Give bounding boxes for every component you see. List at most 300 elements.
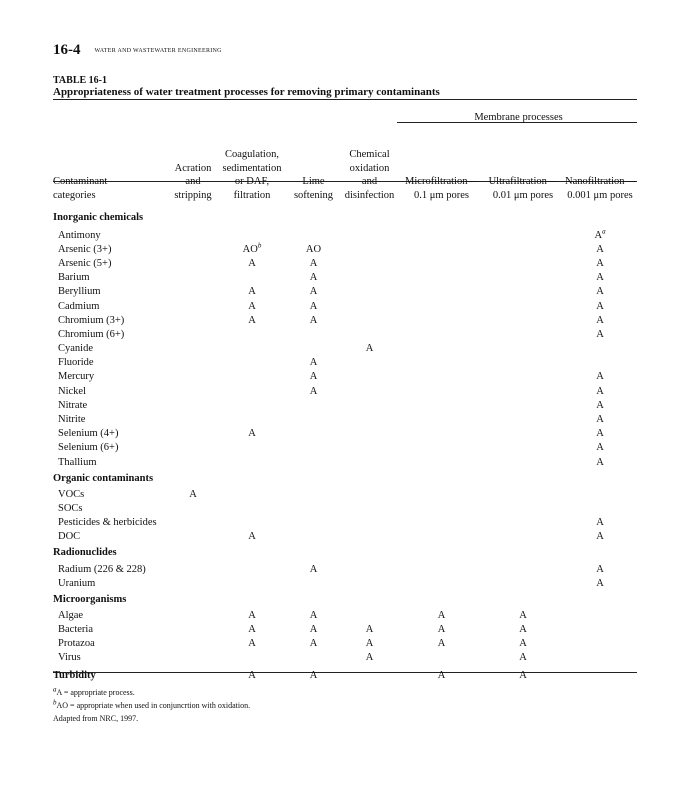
table-row: [53, 327, 637, 341]
process-cell: [563, 665, 637, 685]
process-cell: [400, 501, 483, 515]
process-cell: [288, 501, 339, 515]
process-cell: [288, 651, 339, 665]
process-cell: [483, 256, 563, 270]
process-cell: A: [596, 243, 604, 255]
process-cell: [339, 285, 400, 299]
table-row: [53, 637, 637, 651]
process-cell: A: [596, 272, 604, 284]
process-cell: [288, 398, 339, 412]
contaminant-table: [53, 102, 637, 685]
process-cell: [216, 271, 288, 285]
process-cell: [483, 342, 563, 356]
process-cell: [400, 256, 483, 270]
process-cell: A: [596, 577, 604, 589]
table-row: [53, 530, 637, 544]
process-cell: [170, 342, 216, 356]
process-cell: [483, 313, 563, 327]
contaminant-name: Arsenic (3+): [58, 243, 112, 255]
process-cell: A: [309, 300, 318, 312]
process-cell: [170, 562, 216, 576]
column-header-line: Ultrafiltration—: [488, 176, 558, 187]
process-cell: [483, 299, 563, 313]
table-row: [53, 228, 637, 242]
column-header: [216, 126, 288, 206]
contaminant-name: Nickel: [58, 385, 86, 397]
table-row: [53, 370, 637, 384]
table-row: [53, 412, 637, 426]
table-row: [53, 271, 637, 285]
table-row: [53, 285, 637, 299]
process-cell: [339, 487, 400, 501]
process-cell: [216, 228, 288, 242]
process-cell: [483, 576, 563, 590]
category-label: Organic contaminants: [53, 472, 154, 484]
process-cell: A: [596, 314, 604, 326]
process-cell: [170, 256, 216, 270]
contaminant-name: VOCs: [58, 488, 85, 500]
process-cell: [483, 228, 563, 242]
contaminant-name: Cadmium: [58, 300, 100, 312]
category-row: [53, 206, 637, 228]
process-cell: A: [596, 531, 604, 543]
process-cell: [339, 256, 400, 270]
contaminant-name: Barium: [58, 272, 90, 284]
running-header: [53, 41, 222, 59]
process-cell: [400, 562, 483, 576]
process-cell: [400, 327, 483, 341]
column-header: [288, 126, 339, 206]
process-cell: [339, 441, 400, 455]
footnote-marker: a: [602, 227, 606, 236]
category-row: [53, 469, 637, 487]
process-cell: [170, 242, 216, 256]
process-cell: [563, 356, 637, 370]
process-cell: [400, 285, 483, 299]
process-cell: A: [596, 517, 604, 529]
process-cell: [339, 412, 400, 426]
process-cell: [400, 441, 483, 455]
process-cell: [216, 487, 288, 501]
process-cell: [483, 370, 563, 384]
column-header-line: Microfiltration—: [405, 176, 478, 187]
process-cell: [288, 412, 339, 426]
process-cell: [216, 327, 288, 341]
contaminant-name: Protazoa: [58, 638, 95, 650]
process-cell: A: [248, 624, 256, 636]
process-cell: [483, 271, 563, 285]
contaminant-name: Chromium (6+): [58, 328, 125, 340]
process-cell: [339, 516, 400, 530]
process-cell: A: [437, 624, 446, 636]
process-cell: A: [596, 456, 604, 468]
footnote-marker: b: [257, 241, 262, 250]
process-cell: [216, 562, 288, 576]
process-cell: [483, 412, 563, 426]
table-top-rule: [53, 99, 637, 100]
process-cell: [400, 455, 483, 469]
process-cell: [170, 285, 216, 299]
footnote-marker: b: [53, 698, 57, 707]
group-header-blank: [53, 102, 400, 126]
process-cell: $AO^b$: [242, 241, 262, 255]
process-cell: [339, 530, 400, 544]
process-cell: A: [596, 371, 604, 383]
process-cell: [483, 516, 563, 530]
process-cell: A: [309, 357, 318, 369]
process-cell: [339, 299, 400, 313]
footnote-marker: a: [53, 685, 57, 694]
contaminant-name: Fluoride: [58, 357, 94, 369]
process-cell: AO: [305, 243, 322, 255]
process-cell: [400, 651, 483, 665]
column-header-line: Lime: [302, 176, 325, 187]
table-label: TABLE 16-1: [53, 75, 107, 86]
column-header-line: and: [361, 176, 378, 187]
process-cell: [400, 228, 483, 242]
column-header: [563, 126, 637, 206]
process-cell: [288, 342, 339, 356]
process-cell: [483, 441, 563, 455]
process-cell: [563, 342, 637, 356]
process-cell: [400, 271, 483, 285]
process-cell: [563, 623, 637, 637]
column-header-line: and: [185, 176, 201, 187]
column-header-line: disinfection: [344, 189, 395, 201]
process-cell: [483, 285, 563, 299]
process-cell: [563, 637, 637, 651]
process-cell: A: [248, 531, 256, 543]
process-cell: [339, 271, 400, 285]
turbidity-label: Turbidity: [53, 669, 96, 681]
process-cell: A: [189, 488, 197, 500]
column-header-line: sedimentation: [222, 162, 282, 174]
column-header-line: Nanofiltration—: [565, 176, 635, 187]
process-cell: [288, 455, 339, 469]
process-cell: [400, 427, 483, 441]
process-cell: [563, 501, 637, 515]
process-cell: [483, 356, 563, 370]
process-cell: [339, 313, 400, 327]
contaminant-name: Bacteria: [58, 624, 93, 636]
process-cell: A: [309, 385, 318, 397]
table-row: [53, 516, 637, 530]
process-cell: [216, 516, 288, 530]
table-row: [53, 342, 637, 356]
process-cell: A: [248, 300, 256, 312]
process-cell: A: [309, 371, 318, 383]
process-cell: [170, 516, 216, 530]
process-cell: A: [596, 399, 604, 411]
contaminant-name: Pesticides & herbicides: [58, 517, 157, 529]
contaminant-name: Selenium (6+): [58, 442, 119, 454]
contaminant-name: Beryllium: [58, 286, 101, 298]
process-cell: [483, 427, 563, 441]
contaminant-name: SOCs: [58, 502, 83, 514]
page-number: 16-4: [53, 42, 81, 58]
process-cell: [170, 327, 216, 341]
contaminant-name: Mercury: [58, 371, 95, 383]
process-cell: [170, 427, 216, 441]
column-header-row: [53, 126, 637, 206]
process-cell: A: [248, 638, 256, 650]
process-cell: [170, 530, 216, 544]
table-title: Appropriateness of water treatment processes for removing primary contaminants: [53, 86, 440, 98]
process-cell: [339, 427, 400, 441]
process-cell: $A^a$: [594, 227, 606, 241]
contaminant-name: Arsenic (5+): [58, 257, 112, 269]
column-header-line: or DAF,: [234, 176, 270, 187]
process-cell: A: [437, 609, 446, 621]
process-cell: [400, 384, 483, 398]
process-cell: A: [596, 428, 604, 440]
process-cell: [288, 441, 339, 455]
process-cell: [339, 576, 400, 590]
table-row: [53, 576, 637, 590]
process-cell: A: [596, 300, 604, 312]
process-cell: [483, 562, 563, 576]
process-cell: [288, 516, 339, 530]
process-cell: [400, 342, 483, 356]
process-cell: [170, 608, 216, 622]
process-cell: [400, 398, 483, 412]
column-header-line: oxidation: [349, 162, 390, 174]
table-row: [53, 256, 637, 270]
table-row: [53, 242, 637, 256]
process-cell: A: [248, 609, 256, 621]
process-cell: A: [309, 286, 318, 298]
contaminant-name: Selenium (4+): [58, 428, 119, 440]
process-cell: [339, 501, 400, 515]
process-cell: [170, 398, 216, 412]
contaminant-name: Nitrite: [58, 414, 86, 426]
table-row: [53, 608, 637, 622]
process-cell: [483, 530, 563, 544]
process-cell: A: [309, 272, 318, 284]
column-header-line: 0.01 μm pores: [492, 189, 554, 201]
column-header-line: filtration: [233, 189, 271, 201]
process-cell: A: [596, 286, 604, 298]
process-cell: A: [309, 563, 318, 575]
process-cell: A: [519, 669, 527, 681]
process-cell: [288, 228, 339, 242]
process-cell: [339, 228, 400, 242]
process-cell: A: [309, 609, 318, 621]
process-cell: [288, 576, 339, 590]
contaminant-name: Cyanide: [58, 343, 93, 355]
column-header: [400, 126, 483, 206]
process-cell: [400, 242, 483, 256]
process-cell: [563, 608, 637, 622]
process-cell: [216, 412, 288, 426]
process-cell: [339, 398, 400, 412]
column-header: [53, 126, 170, 206]
process-cell: [339, 370, 400, 384]
table-row: [53, 299, 637, 313]
process-cell: [483, 398, 563, 412]
process-cell: A: [596, 442, 604, 454]
process-cell: A: [437, 638, 446, 650]
column-header-line: 0.1 μm pores: [414, 189, 469, 201]
process-cell: [216, 576, 288, 590]
process-cell: A: [309, 669, 318, 681]
category-row: [53, 544, 637, 562]
contaminant-name: Nitrate: [58, 399, 88, 411]
category-label: Inorganic chemicals: [53, 211, 144, 223]
process-cell: [400, 313, 483, 327]
process-cell: A: [248, 428, 256, 440]
process-cell: [170, 441, 216, 455]
footnote: $^b$AO = appropriate when used in conjuncrtion with oxidation.: [53, 698, 251, 710]
process-cell: [400, 530, 483, 544]
process-cell: [483, 327, 563, 341]
process-cell: A: [365, 343, 374, 355]
process-cell: A: [309, 314, 318, 326]
process-cell: [483, 487, 563, 501]
table-row: [53, 562, 637, 576]
column-header-line: categories: [53, 189, 96, 201]
process-cell: [483, 242, 563, 256]
contaminant-name: Antimony: [58, 229, 101, 241]
contaminant-name: Chromium (3+): [58, 314, 125, 326]
turbidity-row: [53, 665, 637, 685]
column-header: [170, 126, 216, 206]
process-cell: [170, 501, 216, 515]
process-cell: A: [596, 563, 604, 575]
table-row: [53, 356, 637, 370]
table-row: [53, 487, 637, 501]
process-cell: [483, 501, 563, 515]
process-cell: [216, 384, 288, 398]
table-row: [53, 441, 637, 455]
process-cell: A: [365, 624, 374, 636]
process-cell: A: [519, 624, 527, 636]
footnote: Adapted from NRC, 1997.: [53, 714, 139, 723]
process-cell: A: [309, 624, 318, 636]
process-cell: [170, 665, 216, 685]
process-cell: [216, 370, 288, 384]
process-cell: A: [596, 257, 604, 269]
process-cell: A: [437, 669, 446, 681]
process-cell: [170, 576, 216, 590]
column-header-line: softening: [293, 189, 334, 201]
process-cell: [339, 665, 400, 685]
contaminant-name: DOC: [58, 531, 81, 543]
process-cell: [483, 384, 563, 398]
contaminant-name: Radium (226 & 228): [58, 563, 146, 575]
process-cell: [400, 412, 483, 426]
column-header-line: Contaminant: [53, 176, 108, 187]
table-row: [53, 427, 637, 441]
process-cell: [216, 455, 288, 469]
process-cell: [339, 242, 400, 256]
column-header: [339, 126, 400, 206]
process-cell: [170, 271, 216, 285]
process-cell: [216, 398, 288, 412]
contaminant-name: Uranium: [58, 577, 96, 589]
column-header: [483, 126, 563, 206]
process-cell: [170, 455, 216, 469]
process-cell: [288, 327, 339, 341]
process-cell: [216, 441, 288, 455]
process-cell: A: [519, 652, 527, 664]
category-label: Radionuclides: [53, 547, 117, 559]
process-cell: [339, 356, 400, 370]
process-cell: [170, 356, 216, 370]
process-cell: [170, 637, 216, 651]
process-cell: [339, 384, 400, 398]
process-cell: [400, 516, 483, 530]
process-cell: [170, 623, 216, 637]
process-cell: [339, 608, 400, 622]
process-cell: [216, 501, 288, 515]
process-cell: [400, 576, 483, 590]
membrane-processes-header: Membrane processes: [474, 112, 563, 123]
process-cell: [400, 356, 483, 370]
process-cell: [216, 356, 288, 370]
column-header-line: 0.001 μm pores: [567, 189, 633, 201]
contaminant-name: Thallium: [58, 456, 97, 468]
process-cell: [400, 487, 483, 501]
process-cell: A: [519, 609, 527, 621]
column-header-line: stripping: [174, 189, 212, 201]
contaminant-name: Algae: [58, 609, 84, 621]
process-cell: A: [596, 414, 604, 426]
column-header-line: Chemical: [349, 149, 390, 160]
process-cell: [288, 530, 339, 544]
process-cell: A: [309, 257, 318, 269]
process-cell: [563, 651, 637, 665]
process-cell: A: [248, 257, 256, 269]
process-cell: [170, 299, 216, 313]
process-cell: A: [248, 314, 256, 326]
process-cell: A: [365, 638, 374, 650]
process-cell: A: [248, 286, 256, 298]
footnote: $^a$A = appropriate process.: [53, 685, 135, 697]
table-row: [53, 651, 637, 665]
column-header-line: Coagulation,: [225, 149, 279, 160]
table-row: [53, 501, 637, 515]
process-cell: [563, 487, 637, 501]
table-row: [53, 384, 637, 398]
process-cell: A: [309, 638, 318, 650]
process-cell: A: [248, 669, 256, 681]
book-title: WATER AND WASTEWATER ENGINEERING: [94, 48, 222, 54]
process-cell: [400, 370, 483, 384]
category-row: [53, 590, 637, 608]
table-row: [53, 623, 637, 637]
table-row: [53, 313, 637, 327]
table-row: [53, 398, 637, 412]
process-cell: A: [519, 638, 527, 650]
process-cell: [288, 427, 339, 441]
process-cell: [170, 370, 216, 384]
group-header-row: [53, 102, 637, 126]
process-cell: [170, 412, 216, 426]
process-cell: A: [596, 385, 604, 397]
process-cell: [216, 651, 288, 665]
table-row: [53, 455, 637, 469]
process-cell: [483, 455, 563, 469]
process-cell: [216, 342, 288, 356]
process-cell: [170, 313, 216, 327]
process-cell: [400, 299, 483, 313]
footnotes: [53, 686, 250, 725]
category-label: Microorganisms: [53, 593, 127, 605]
process-cell: A: [596, 328, 604, 340]
process-cell: [170, 228, 216, 242]
process-cell: [170, 384, 216, 398]
